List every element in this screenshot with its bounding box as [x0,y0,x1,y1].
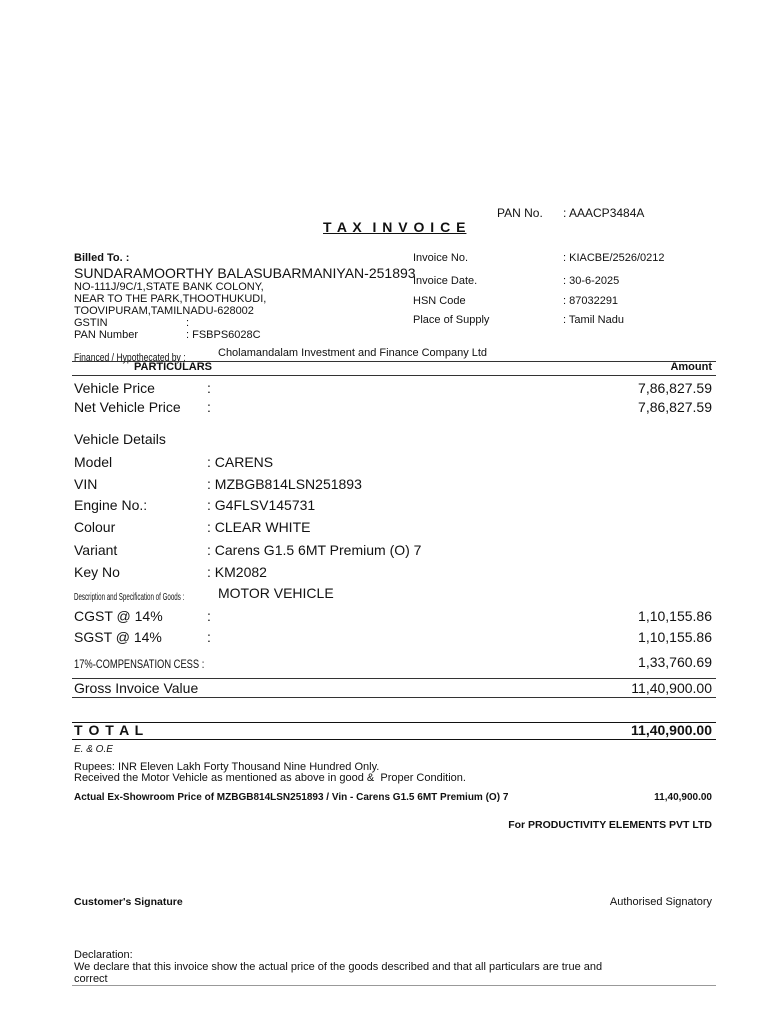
financed-label: Financed / Hypothecated by : [74,352,186,364]
key-no-label: Key No [74,564,120,580]
net-vehicle-price-colon: : [207,399,211,415]
eoe-text: E. & O.E [74,744,113,755]
address-line-2: NEAR TO THE PARK,THOOTHUKUDI, [74,293,267,305]
pan-value: : AAACP3484A [563,206,645,220]
declaration-heading: Declaration: [74,949,133,961]
total-label: T O T A L [74,722,145,738]
declaration-line-2: correct [74,973,108,985]
cgst-label: CGST @ 14% [74,608,163,624]
net-vehicle-price-label: Net Vehicle Price [74,399,181,415]
pan-label: PAN No. [497,206,543,220]
total-amount: 11,40,900.00 [631,722,712,738]
received-line: Received the Motor Vehicle as mentioned as above in good & Proper Condition. [74,772,466,784]
model-value: : CARENS [207,454,274,470]
address-line-1: NO-111J/9C/1,STATE BANK COLONY, [74,281,264,293]
pan-number-label: PAN Number [74,329,138,341]
model-label: Model [74,454,113,470]
invoice-date-value: : 30-6-2025 [563,275,620,287]
description-label: Description and Specification of Goods : [74,592,185,603]
gstin-label: GSTIN [74,317,108,329]
amount-header: Amount [670,361,712,373]
divider [72,678,716,679]
page-title: T A X I N V O I C E [323,219,467,235]
rupees-line: Rupees: INR Eleven Lakh Forty Thousand Nine Hundred Only. [74,761,380,773]
for-company: For PRODUCTIVITY ELEMENTS PVT LTD [508,819,712,831]
divider [72,375,716,376]
authorised-signatory: Authorised Signatory [609,896,712,908]
gross-label: Gross Invoice Value [74,680,199,696]
vehicle-price-colon: : [207,380,211,396]
particulars-header: PARTICULARS [134,361,213,373]
customer-signature: Customer's Signature [74,896,183,908]
customer-name: SUNDARAMOORTHY BALASUBARMANIYAN-251893 [74,265,416,281]
gstin-value: : [186,317,190,329]
divider [72,697,716,698]
place-of-supply-value: : Tamil Nadu [563,314,624,326]
hsn-code-label: HSN Code [413,295,466,307]
description-value: MOTOR VEHICLE [218,585,334,601]
engine-no-label: Engine No.: [74,497,148,513]
divider [72,985,716,986]
billed-to-label: Billed To. : [74,252,130,264]
colour-value: : CLEAR WHITE [207,519,311,535]
net-vehicle-price-amount: 7,86,827.59 [638,399,712,415]
variant-label: Variant [74,542,118,558]
vin-label: VIN [74,476,98,492]
pan-number-value: : FSBPS6028C [186,329,261,341]
cgst-colon: : [207,608,211,624]
financer-name: Cholamandalam Investment and Finance Company Ltd [218,347,488,359]
divider [72,739,716,740]
invoice-date-label: Invoice Date. [413,275,478,287]
declaration-line-1: We declare that this invoice show the actual price of the goods described and that all particulars are true and [74,961,603,973]
vehicle-price-label: Vehicle Price [74,380,155,396]
place-of-supply-label: Place of Supply [413,314,490,326]
variant-value: : Carens G1.5 6MT Premium (O) 7 [207,542,422,558]
colour-label: Colour [74,519,116,535]
invoice-no-label: Invoice No. [413,252,469,264]
ex-showroom-label: Actual Ex-Showroom Price of MZBGB814LSN251893 / Vin - Carens G1.5 6MT Premium (O) 7 [74,792,509,803]
vehicle-price-amount: 7,86,827.59 [638,380,712,396]
cgst-amount: 1,10,155.86 [638,608,712,624]
vehicle-details-heading: Vehicle Details [74,431,166,447]
invoice-no-value: : KIACBE/2526/0212 [563,252,665,264]
vin-value: : MZBGB814LSN251893 [207,476,362,492]
sgst-label: SGST @ 14% [74,629,162,645]
sgst-amount: 1,10,155.86 [638,629,712,645]
ex-showroom-amount: 11,40,900.00 [654,792,712,803]
key-no-value: : KM2082 [207,564,267,580]
address-line-3: TOOVIPURAM,TAMILNADU-628002 [74,305,254,317]
gross-amount: 11,40,900.00 [631,680,712,696]
sgst-colon: : [207,629,211,645]
cess-label: 17%-COMPENSATION CESS : [74,657,205,671]
hsn-code-value: : 87032291 [563,295,619,307]
engine-no-value: : G4FLSV145731 [207,497,316,513]
cess-amount: 1,33,760.69 [638,654,712,670]
